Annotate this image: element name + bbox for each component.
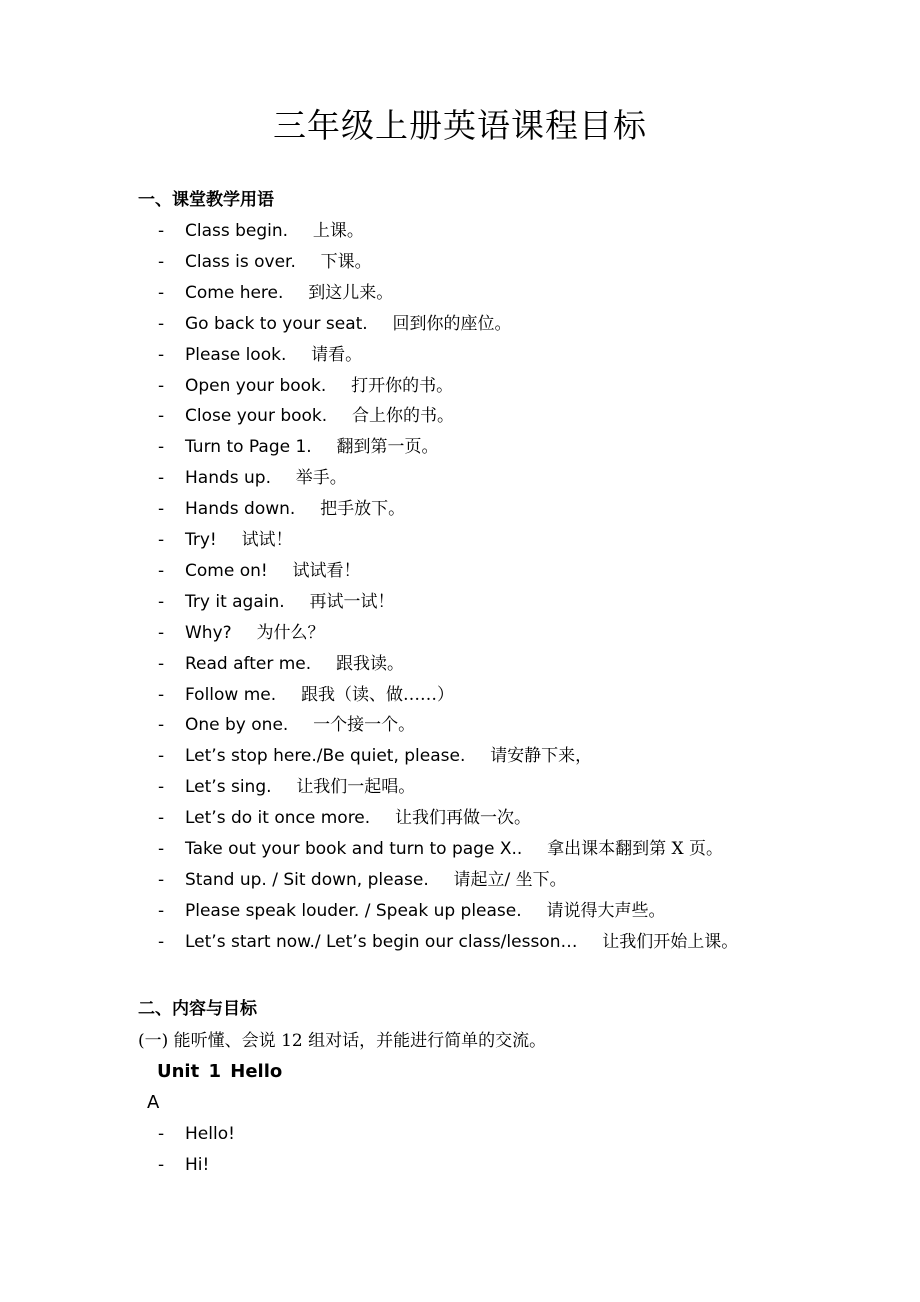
english-phrase: One by one. bbox=[185, 715, 289, 736]
list-dash: - bbox=[158, 251, 165, 272]
list-item bbox=[158, 929, 738, 955]
list-item bbox=[158, 651, 404, 677]
list-item bbox=[158, 373, 453, 399]
list-item bbox=[158, 434, 439, 460]
english-phrase: Follow me. bbox=[185, 684, 277, 705]
list-dash: - bbox=[158, 715, 165, 736]
list-dash: - bbox=[158, 746, 165, 767]
list-item bbox=[158, 311, 511, 337]
chinese-translation: 回到你的座位。 bbox=[392, 313, 512, 334]
list-item bbox=[158, 403, 454, 429]
list-item bbox=[158, 589, 394, 615]
english-phrase: Let’s stop here./Be quiet, please. bbox=[185, 746, 466, 767]
list-item bbox=[158, 898, 665, 924]
english-phrase: Why? bbox=[185, 622, 232, 643]
list-dash: - bbox=[158, 684, 165, 705]
chinese-translation: 跟我（读、做……） bbox=[300, 684, 454, 705]
english-phrase: Go back to your seat. bbox=[185, 313, 368, 334]
dialogue-line: Hi! bbox=[185, 1155, 210, 1175]
list-item bbox=[158, 280, 393, 306]
chinese-translation: 翻到第一页。 bbox=[336, 437, 439, 458]
chinese-translation: 试试看！ bbox=[292, 560, 361, 581]
list-dash: - bbox=[158, 808, 165, 829]
list-dash: - bbox=[158, 900, 165, 921]
english-phrase: Come on! bbox=[185, 560, 268, 581]
list-dash: - bbox=[158, 221, 165, 241]
english-phrase: Read after me. bbox=[185, 653, 312, 674]
section-heading-classroom-language: 一、课堂教学用语 bbox=[138, 190, 274, 210]
english-phrase: Turn to Page 1. bbox=[185, 437, 312, 458]
goal-paragraph: (一) 能听懂、会说 12 组对话，并能进行简单的交流。 bbox=[138, 1031, 547, 1051]
english-phrase: Let’s start now./ Let’s begin our class/lesson… bbox=[185, 931, 578, 952]
chinese-translation: 再试一试！ bbox=[309, 591, 395, 612]
list-item bbox=[158, 342, 362, 368]
list-item bbox=[158, 496, 405, 522]
list-dash: - bbox=[158, 591, 165, 612]
chinese-translation: 请安静下来， bbox=[490, 746, 593, 767]
english-phrase: Hands up. bbox=[185, 468, 271, 489]
chinese-translation: 合上你的书。 bbox=[351, 406, 454, 427]
list-item bbox=[158, 249, 372, 275]
list-dash: - bbox=[158, 622, 165, 643]
list-item bbox=[158, 620, 324, 646]
list-dash: - bbox=[158, 530, 165, 550]
list-item bbox=[158, 743, 592, 769]
english-phrase: Try it again. bbox=[185, 591, 285, 612]
list-dash: - bbox=[158, 869, 165, 890]
chinese-translation: 试试！ bbox=[241, 530, 293, 550]
english-phrase: Come here. bbox=[185, 282, 284, 303]
document-title: 三年级上册英语课程目标 bbox=[273, 106, 647, 145]
chinese-translation: 下课。 bbox=[320, 251, 372, 272]
list-item bbox=[158, 218, 364, 244]
list-item bbox=[158, 465, 347, 491]
list-dash: - bbox=[158, 499, 165, 520]
chinese-translation: 一个接一个。 bbox=[313, 715, 416, 736]
list-dash: - bbox=[158, 1155, 165, 1175]
list-dash: - bbox=[158, 931, 165, 952]
list-dash: - bbox=[158, 560, 165, 581]
list-item bbox=[158, 774, 415, 800]
chinese-translation: 请说得大声些。 bbox=[546, 900, 666, 921]
english-phrase: Please speak louder. / Speak up please. bbox=[185, 900, 522, 921]
list-dash: - bbox=[158, 406, 165, 427]
chinese-translation: 把手放下。 bbox=[320, 499, 406, 520]
chinese-translation: 让我们开始上课。 bbox=[602, 931, 739, 952]
section-heading-content-goals: 二、内容与目标 bbox=[138, 999, 257, 1019]
list-dash: - bbox=[158, 375, 165, 396]
chinese-translation: 请起立/ 坐下。 bbox=[453, 869, 567, 890]
chinese-translation: 举手。 bbox=[295, 468, 347, 489]
english-phrase: Class is over. bbox=[185, 251, 296, 272]
list-item bbox=[158, 805, 531, 831]
list-dash: - bbox=[158, 839, 165, 859]
list-dash: - bbox=[158, 437, 165, 458]
list-dash: - bbox=[158, 777, 165, 798]
list-dash: - bbox=[158, 313, 165, 334]
list-item bbox=[158, 712, 415, 738]
chinese-translation: 请看。 bbox=[311, 344, 363, 365]
chinese-translation: 让我们再做一次。 bbox=[394, 808, 531, 829]
list-dash: - bbox=[158, 282, 165, 303]
english-phrase: Let’s do it once more. bbox=[185, 808, 371, 829]
english-phrase: Close your book. bbox=[185, 406, 328, 427]
list-item bbox=[158, 682, 454, 708]
chinese-translation: 上课。 bbox=[312, 221, 364, 241]
list-item bbox=[158, 867, 567, 893]
english-phrase: Let’s sing. bbox=[185, 777, 272, 798]
chinese-translation: 为什么？ bbox=[256, 622, 325, 643]
chinese-translation: 打开你的书。 bbox=[351, 375, 454, 396]
dialogue-line: Hello! bbox=[185, 1124, 235, 1144]
english-phrase: Try! bbox=[185, 530, 217, 550]
list-dash: - bbox=[158, 653, 165, 674]
list-item bbox=[158, 1121, 235, 1147]
list-item bbox=[158, 836, 723, 862]
chinese-translation: 跟我读。 bbox=[335, 653, 404, 674]
english-phrase: Stand up. / Sit down, please. bbox=[185, 869, 429, 890]
list-dash: - bbox=[158, 1124, 165, 1144]
part-label: A bbox=[147, 1092, 160, 1113]
list-dash: - bbox=[158, 468, 165, 489]
english-phrase: Hands down. bbox=[185, 499, 296, 520]
list-dash: - bbox=[158, 344, 165, 365]
english-phrase: Open your book. bbox=[185, 375, 327, 396]
chinese-translation: 到这儿来。 bbox=[308, 282, 394, 303]
list-item bbox=[158, 1152, 209, 1178]
list-item bbox=[158, 558, 360, 584]
unit-title: Unit 1 Hello bbox=[157, 1061, 283, 1082]
list-item bbox=[158, 527, 293, 553]
english-phrase: Class begin. bbox=[185, 221, 289, 241]
chinese-translation: 让我们一起唱。 bbox=[296, 777, 416, 798]
chinese-translation: 拿出课本翻到第 X 页。 bbox=[547, 839, 724, 859]
english-phrase: Please look. bbox=[185, 344, 287, 365]
english-phrase: Take out your book and turn to page X.. bbox=[185, 839, 523, 859]
